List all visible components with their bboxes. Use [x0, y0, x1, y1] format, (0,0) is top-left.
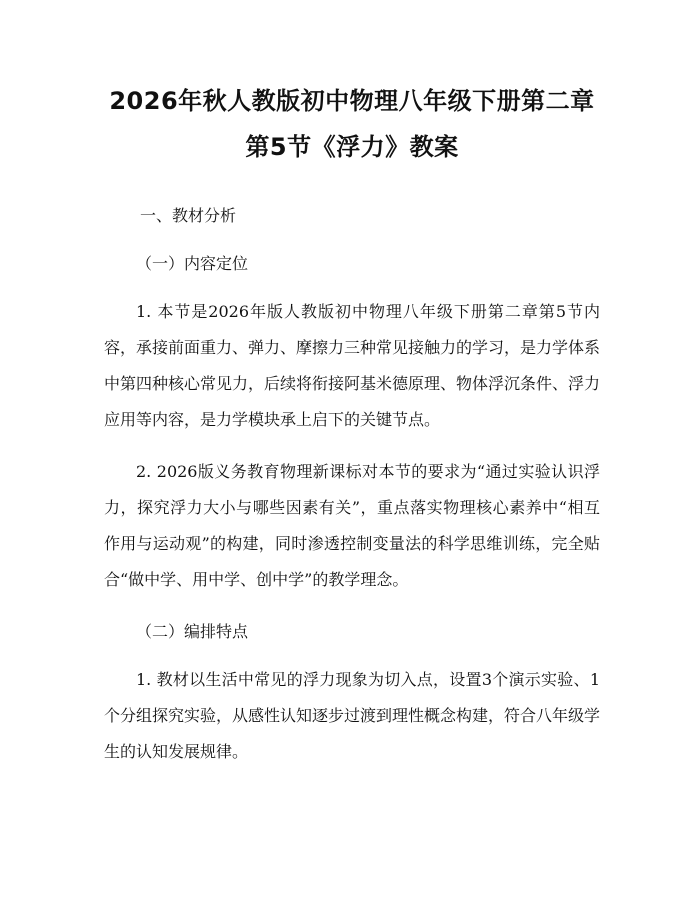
document-body [104, 198, 600, 770]
document-title [104, 78, 600, 170]
title-line-1: 2026年秋人教版初中物理八年级下册第二章 [109, 87, 595, 115]
paragraph-positioning-1: 1. 本节是2026年版人教版初中物理八年级下册第二章第5节内容，承接前面重力、弹力、摩擦力三种常见接触力的学习，是力学体系中第四种核心常见力，后续将衔接阿基米德原理、物体浮沉条件、浮力应用等内容，是力学模块承上启下的关键节点。 [104, 302, 601, 429]
paragraph-positioning-2: 2. 2026版义务教育物理新课标对本节的要求为“通过实验认识浮力，探究浮力大小与哪些因素有关”，重点落实物理核心素养中“相互作用与运动观”的构建，同时渗透控制变量法的科学思维训练，完全贴合“做中学、用中学、创中学”的教学理念。 [104, 462, 600, 589]
subsection-heading-layout-features: （二）编排特点 [136, 622, 249, 641]
subsection-heading-content-positioning: （一）内容定位 [136, 254, 249, 273]
title-line-2: 第5节《浮力》教案 [245, 133, 459, 161]
paragraph-layout-1: 1. 教材以生活中常见的浮力现象为切入点，设置3个演示实验、1个分组探究实验，从感性认知逐步过渡到理性概念构建，符合八年级学生的认知发展规律。 [104, 670, 601, 761]
section-heading-textbook-analysis: 一、教材分析 [140, 206, 237, 225]
